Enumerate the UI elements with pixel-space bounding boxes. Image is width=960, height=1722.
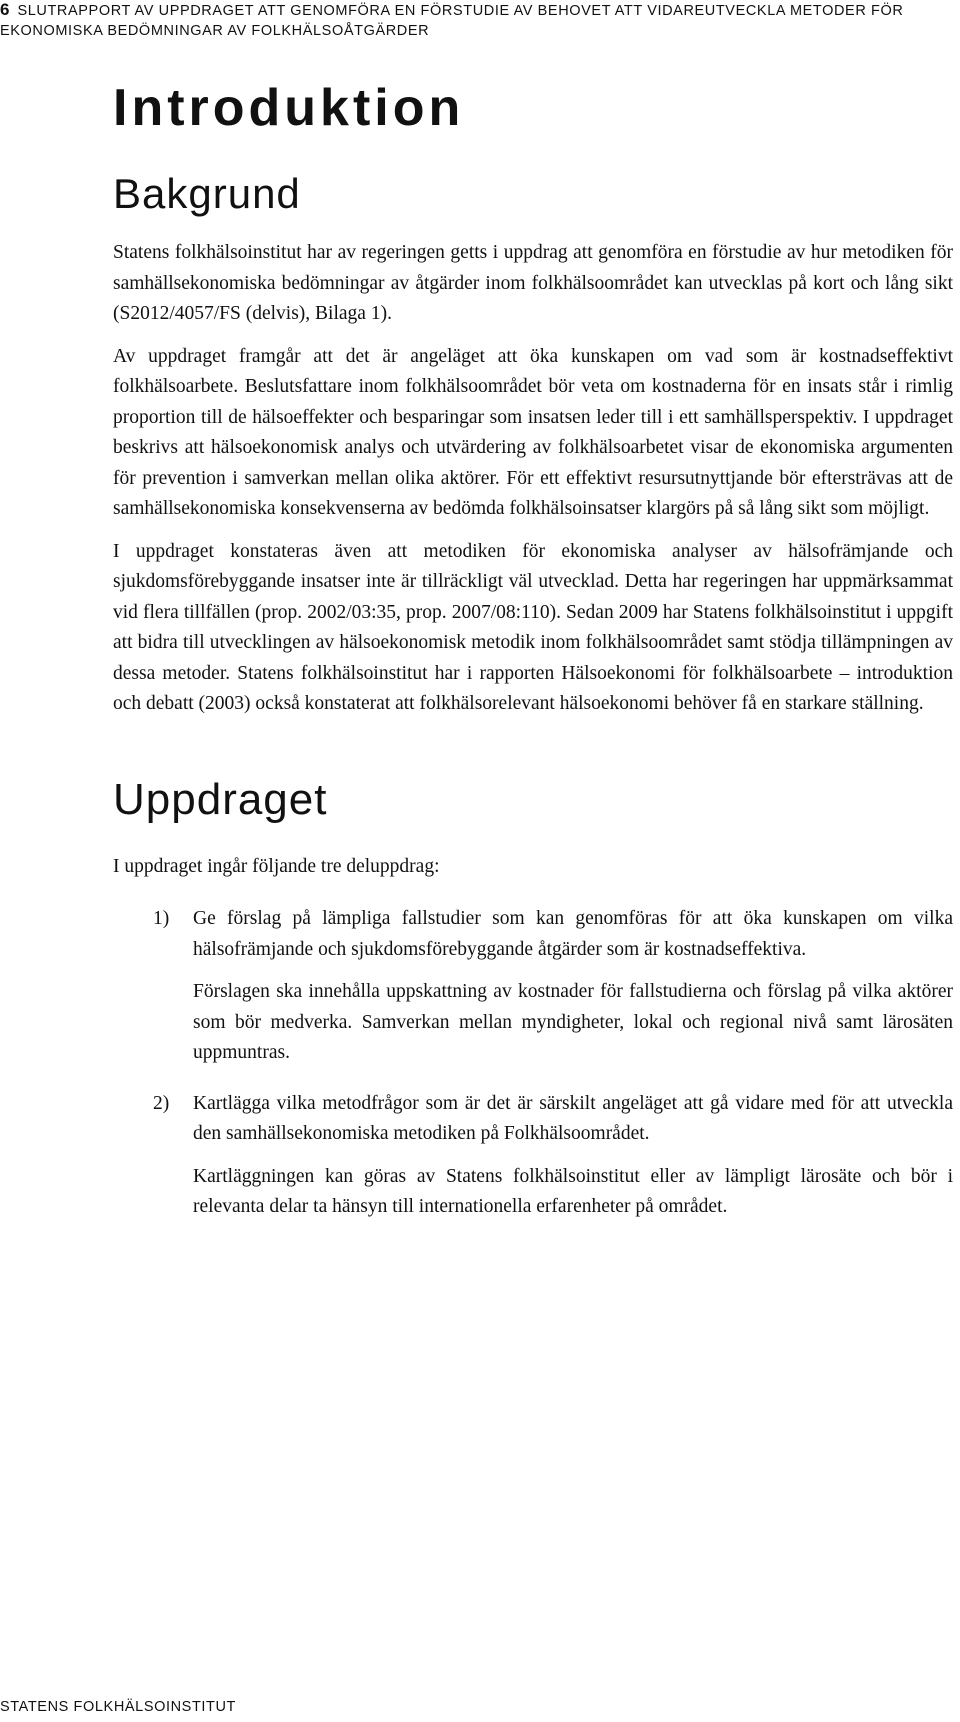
paragraph: I uppdraget ingår följande tre deluppdrag: bbox=[113, 855, 440, 877]
section-heading-bakgrund: Bakgrund bbox=[113, 170, 301, 217]
paragraph: I uppdraget konstateras även att metodiken för ekonomiska analyser av hälsofrämjande och sjukdomsförebyggande insatser inte är tillräckligt väl utvecklad. Detta har regeringen har uppmärksammat vid flera tillfällen (prop. 2002/03:35, prop. 2007/08:110). Sedan 2009 har Statens folkhälsoinstitut i uppgift att bidra till utvecklingen av hälsoekonomisk metodik inom folkhälsoområdet samt stödja tillämpningen av dessa metoder. Statens folkhälsoinstitut har i rapporten Hälsoekonomi för folkhälsoarbete – introduktion och debatt (2003) också konstaterat att folkhälsorelevant hälsoekonomi behöver få en starkare ställning. bbox=[113, 540, 953, 714]
list-item-followup: Kartläggningen kan göras av Statens folkhälsoinstitut eller av lämpligt lärosäte och bör i relevanta delar ta hänsyn till internationella erfarenheter på området. bbox=[193, 1165, 953, 1217]
list-number: 2) bbox=[153, 1092, 170, 1114]
page-content bbox=[113, 70, 953, 1223]
list-item bbox=[113, 904, 953, 1069]
section-heading-uppdraget: Uppdraget bbox=[113, 774, 328, 824]
list-item-followup: Förslagen ska innehålla uppskattning av kostnader för fallstudierna och förslag på vilka aktörer som bör medverka. Samverkan mellan myndigheter, lokal och regional nivå samt lärosäten uppmuntras. bbox=[193, 981, 953, 1063]
list-item-text: Kartlägga vilka metodfrågor som är det är särskilt angeläget att gå vidare med för att utveckla den samhällsekonomiska metodiken på Folkhälsoområdet. bbox=[193, 1092, 953, 1144]
running-header bbox=[0, 0, 940, 41]
list-item bbox=[113, 1089, 953, 1223]
report-title: SLUTRAPPORT AV UPPDRAGET ATT GENOMFÖRA EN FÖRSTUDIE AV BEHOVET ATT VIDAREUTVECKLA METODER FÖR EKONOMISKA BEDÖMNINGAR AV FOLKHÄLSOÅTGÄRDER bbox=[0, 3, 904, 39]
list-item-text: Ge förslag på lämpliga fallstudier som kan genomföras för att öka kunskapen om vilka hälsofrämjande och sjukdomsförebyggande åtgärder som är kostnadseffektiva. bbox=[193, 908, 953, 960]
list-number: 1) bbox=[153, 908, 170, 929]
chapter-title: Introduktion bbox=[113, 79, 465, 137]
paragraph: Statens folkhälsoinstitut har av regeringen getts i uppdrag att genomföra en förstudie av hur metodiken för samhällsekonomiska bedömningar av åtgärder inom folkhälsoområdet kan utvecklas på kort och lång sikt (S2012/4057/FS (delvis), Bilaga 1). bbox=[113, 242, 953, 324]
paragraph: Av uppdraget framgår att det är angeläget att öka kunskapen om vad som är kostnadseffektivt folkhälsoarbete. Beslutsfattare inom folkhälsoområdet bör veta om kostnaderna för en insats står i rimlig proportion till de hälsoeffekter och besparingar som insatsen leder till i ett samhällsperspektiv. I uppdraget beskrivs att hälsoekonomisk analys och utvärdering av folkhälsoarbetet visar de ekonomiska argumenten för prevention i samverkan mellan olika aktörer. För ett effektivt resursutnyttjande bör eftersträvas att de samhällsekonomiska konsekvenserna av bedömda folkhälsoinsatser klargörs på så lång sikt som möjligt. bbox=[113, 345, 953, 519]
page-number: 6 bbox=[0, 0, 10, 19]
page-footer: STATENS FOLKHÄLSOINSTITUT bbox=[0, 1699, 237, 1715]
deluppdrag-list bbox=[113, 904, 953, 1223]
